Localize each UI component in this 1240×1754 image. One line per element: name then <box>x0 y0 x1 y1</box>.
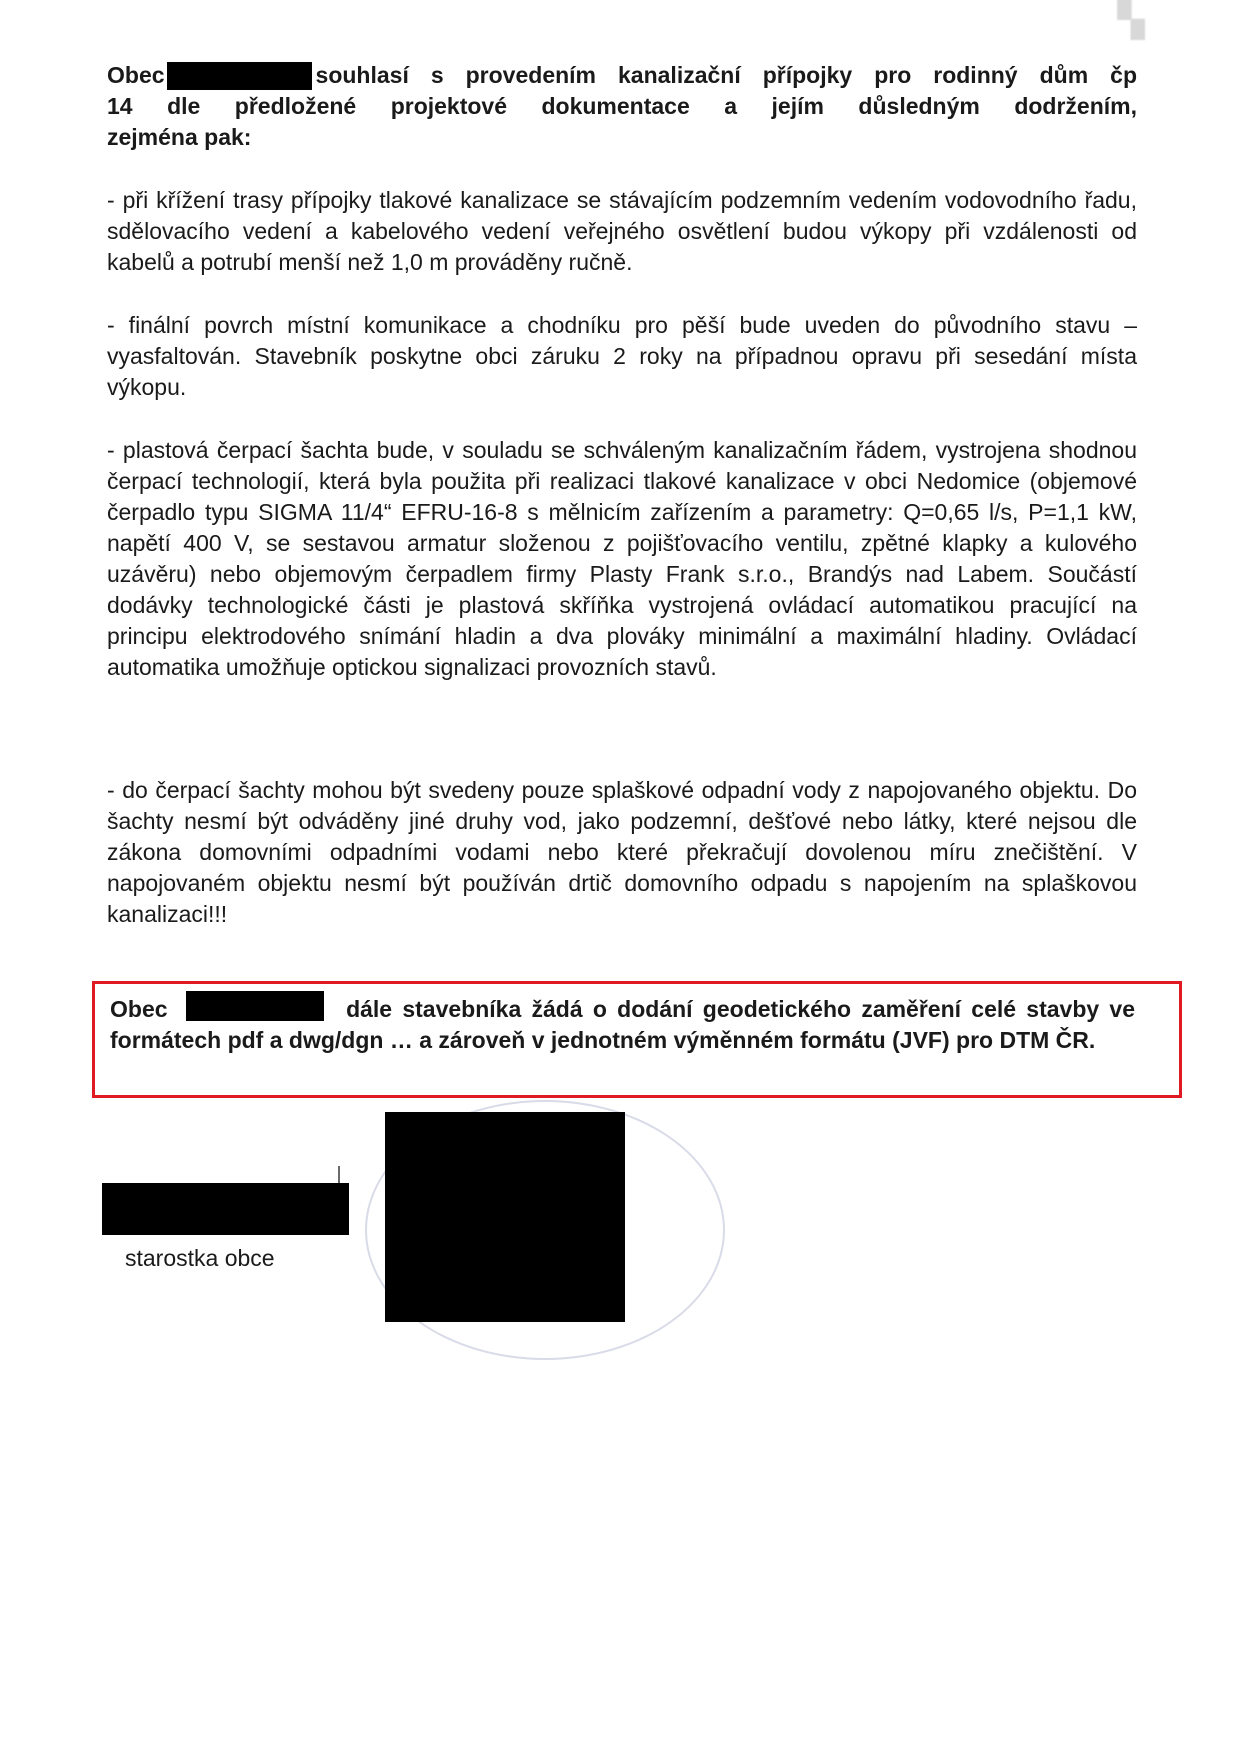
paragraph-surface: - finální povrch místní komunikace a chodníku pro pěší bude uveden do původního stavu – vyasfaltován. Stavebník poskytne obci záruku 2 roky na případnou opravu při sesedání místa výkopu. <box>107 312 1137 400</box>
intro-line-2: 14 dle předložené projektové dokumentace a jejím důsledným dodržením, <box>107 93 1137 119</box>
signer-title: starostka obce <box>125 1245 275 1271</box>
intro-line-3: zejména pak: <box>107 124 252 150</box>
redacted-signer-name <box>102 1183 349 1235</box>
consent-intro <box>107 60 1137 153</box>
boxed-request-text: dále stavebníka žádá o dodání geodetického zaměření celé stavby ve formátech pdf a dwg/dgn … a zároveň v jednotném výměnném formátu (JVF) pro DTM ČR. <box>110 996 1136 1053</box>
boxed-word-obec: Obec <box>110 996 168 1022</box>
intro-word-obec: Obec <box>107 62 165 88</box>
paragraph-crossing: - při křížení trasy přípojky tlakové kanalizace se stávajícím podzemním vedením vodovodního řadu, sdělovacího vedení a kabelového vedení veřejného osvětlení budou výkopy při vzdálenosti od kabelů a potrubí menší než 1,0 m prováděny ručně. <box>107 187 1137 275</box>
paragraph-waste-water: - do čerpací šachty mohou být svedeny pouze splaškové odpadní vody z napojovaného objektu. Do šachty nesmí být odváděny jiné druhy vod, jako podzemní, dešťové nebo látky, které nejsou dle zákona domovními odpadními vodami nebo které překračují dovolenou míru znečištění. V napojovaném objektu nesmí být používán drtič domovního odpadu s napojením na splaškovou kanalizaci!!! <box>107 777 1137 927</box>
geodetic-request <box>110 991 1135 1056</box>
intro-line-1: souhlasí s provedením kanalizační přípojky pro rodinný dům čp <box>315 62 1137 88</box>
redacted-municipality-name <box>167 62 312 90</box>
bleed-through-corner-mark: ▚ <box>1118 1 1147 39</box>
redacted-stamp-signature <box>385 1112 625 1322</box>
paragraph-pump-shaft: - plastová čerpací šachta bude, v souladu se schváleným kanalizačním řádem, vystrojena shodnou čerpací technologií, která byla použita při realizaci tlakové kanalizace v obci Nedomice (objemové čerpadlo typu SIGMA 11/4“ EFRU-16-8 s mělnicím zařízením a parametry: Q=0,65 l/s, P=1,1 kW, napětí 400 V, se sestavou armatur složenou z pojišťovacího ventilu, zpětné klapky a kulového uzávěru) nebo objemovým čerpadlem firmy Plasty Frank s.r.o., Brandýs nad Labem. Součástí dodávky technologické části je plastová skříňka vystrojená ovládací automatikou pracující na principu elektrodového snímání hladin a dva plováky minimální a maximální hladiny. Ovládací automatika umožňuje optickou signalizaci provozních stavů. <box>107 437 1137 680</box>
redacted-municipality-name-2 <box>186 991 324 1021</box>
